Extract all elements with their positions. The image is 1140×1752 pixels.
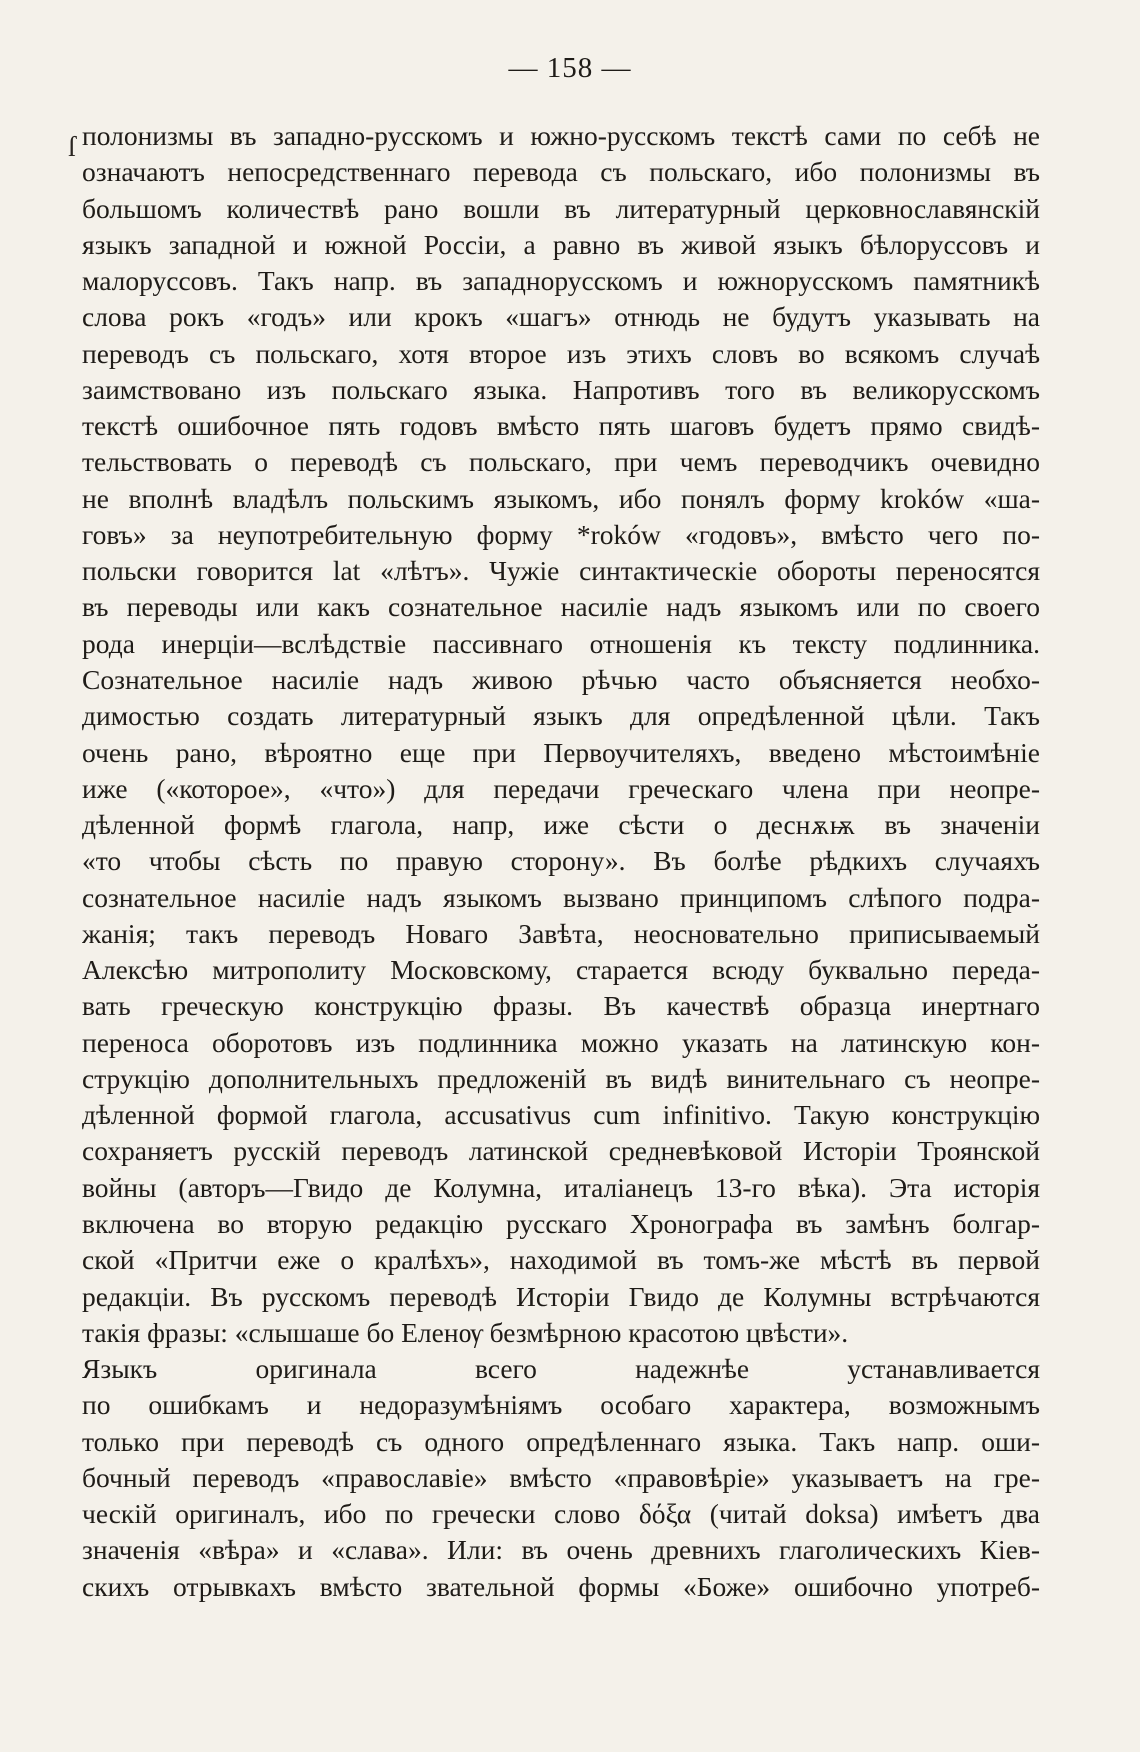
text-line: очень рано, вѣроятно еще при Первоучителяхъ, введено мѣстоимѣніе xyxy=(82,736,1040,768)
text-line: большомъ количествѣ рано вошли въ литературный церковнославянскій xyxy=(82,192,1040,224)
text-line: сознательное насиліе надъ языкомъ вызвано принципомъ слѣпого подра- xyxy=(82,881,1040,913)
text-line: по ошибкамъ и недоразумѣніямъ особаго характера, возможнымъ xyxy=(82,1389,1040,1421)
page-number: — 158 — xyxy=(508,52,632,84)
text-line: ской «Притчи еже о кралѣхъ», находимой въ томъ-же мѣстѣ въ первой xyxy=(82,1244,1040,1276)
text-line: вать греческую конструкцію фразы. Въ качествѣ образца инертнаго xyxy=(82,990,1040,1022)
text-line: говъ» за неупотребительную форму *roków «годовъ», вмѣсто чего по- xyxy=(82,518,1040,550)
text-line: тельствовать о переводѣ съ польскаго, при чемъ переводчикъ очевидно xyxy=(82,446,1040,478)
text-line: ческій оригиналъ, ибо по гречески слово δόξα (читай doksa) имѣетъ два xyxy=(82,1498,1040,1530)
text-line: дѣленной формѣ глагола, напр, иже сѣсти о деснѫѭ въ значеніи xyxy=(82,809,1040,841)
text-line: димостью создать литературный языкъ для опредѣленной цѣли. Такъ xyxy=(82,700,1040,732)
text-line: редакціи. Въ русскомъ переводѣ Исторіи Гвидо де Колумны встрѣчаются xyxy=(82,1280,1040,1312)
text-line: Сознательное насиліе надъ живою рѣчью часто объясняется необхо- xyxy=(82,663,1040,695)
text-line: слова рокъ «годъ» или крокъ «шагъ» отнюдь не будутъ указывать на xyxy=(82,301,1040,333)
text-line: текстѣ ошибочное пять годовъ вмѣсто пять шаговъ будетъ прямо свидѣ- xyxy=(82,410,1040,442)
text-line: включена во вторую редакцію русскаго Хронографа въ замѣнъ болгар- xyxy=(82,1207,1040,1239)
margin-mark: ſ xyxy=(68,132,76,163)
text-line: дѣленной формой глагола, accusativus cum infinitivo. Такую конструкцію xyxy=(82,1099,1040,1131)
text-line: въ переводы или какъ сознательное насиліе надъ языкомъ или по своего xyxy=(82,591,1040,623)
text-line: сохраняетъ русскій переводъ латинской средневѣковой Исторіи Троянской xyxy=(82,1135,1040,1167)
text-line: такія фразы: «слышаше бо Еленѹ безмѣрною красотою цвѣсти». xyxy=(82,1316,849,1348)
text-line: рода инерціи—вслѣдствіе пассивнаго отношенія къ тексту подлинника. xyxy=(82,627,1040,659)
text-line: только при переводѣ съ одного опредѣленнаго языка. Такъ напр. оши- xyxy=(82,1425,1040,1457)
body-text xyxy=(82,118,1040,1605)
text-line: Алексѣю митрополиту Московскому, старается всюду буквально переда- xyxy=(82,954,1040,986)
text-line: войны (авторъ—Гвидо де Колумна, италіанецъ 13-го вѣка). Эта исторія xyxy=(82,1171,1040,1203)
text-line: малоруссовъ. Такъ напр. въ западнорусскомъ и южнорусскомъ памятникѣ xyxy=(82,265,1040,297)
text-line: польски говорится lat «лѣтъ». Чужіе синтактическіе обороты переносятся xyxy=(82,555,1040,587)
text-line: языкъ западной и южной Россіи, а равно въ живой языкъ бѣлоруссовъ и xyxy=(82,228,1040,260)
text-line: не вполнѣ владѣлъ польскимъ языкомъ, ибо понялъ форму kroków «ша- xyxy=(82,482,1040,514)
text-line: струкцію дополнительныхъ предложеній въ видѣ винительнаго съ неопре- xyxy=(82,1062,1040,1094)
text-line: бочный переводъ «православіе» вмѣсто «правовѣріе» указываетъ на гре- xyxy=(82,1461,1040,1493)
text-line: заимствовано изъ польскаго языка. Напротивъ того въ великорусскомъ xyxy=(82,373,1040,405)
text-line: значенія «вѣра» и «слава». Или: въ очень древнихъ глаголическихъ Кіев- xyxy=(82,1534,1040,1566)
text-line: означаютъ непосредственнаго перевода съ польскаго, ибо полонизмы въ xyxy=(82,156,1040,188)
text-line: полонизмы въ западно-русскомъ и южно-русскомъ текстѣ сами по себѣ не xyxy=(82,120,1040,151)
text-line: иже («которое», «что») для передачи греческаго члена при неопре- xyxy=(82,772,1040,804)
text-line: скихъ отрывкахъ вмѣсто звательной формы «Боже» ошибочно употреб- xyxy=(82,1570,1040,1602)
text-line: жанія; такъ переводъ Новаго Завѣта, неосновательно приписываемый xyxy=(82,917,1040,949)
text-line: Языкъ оригинала всего надежнѣе устанавливается xyxy=(82,1353,1040,1385)
text-line: «то чтобы сѣсть по правую сторону». Въ болѣе рѣдкихъ случаяхъ xyxy=(82,845,1040,877)
text-line: переноса оборотовъ изъ подлинника можно указать на латинскую кон- xyxy=(82,1026,1040,1058)
text-line: переводъ съ польскаго, хотя второе изъ этихъ словъ во всякомъ случаѣ xyxy=(82,337,1040,369)
